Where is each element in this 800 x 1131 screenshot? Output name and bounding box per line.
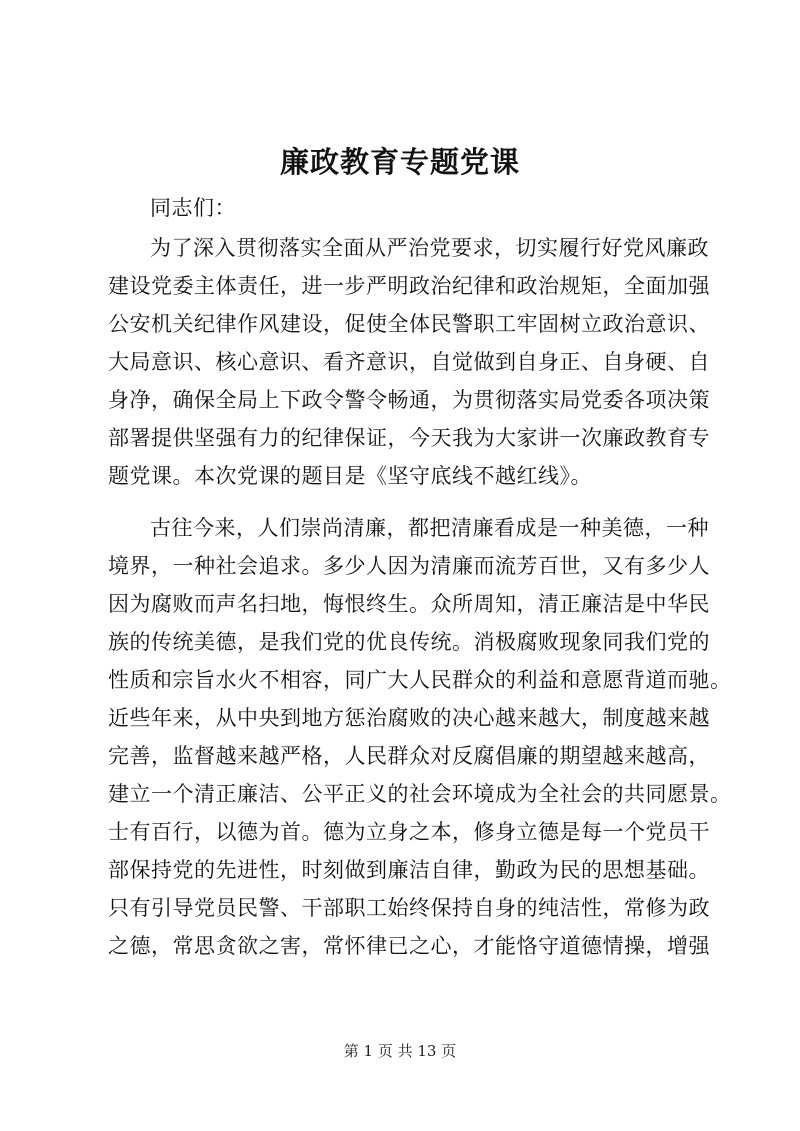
paragraph-line: 题党课。本次党课的题目是《坚守底线不越红线》。	[108, 464, 592, 488]
paragraph-line: 完善，监督越来越严格，人民群众对反腐倡廉的期望越来越高，	[108, 744, 710, 768]
paragraph-line: 身净，确保全局上下政令警令畅通，为贯彻落实局党委各项决策	[108, 388, 710, 412]
paragraph-line: 只有引导党员民警、干部职工始终保持自身的纯洁性，常修为政	[108, 896, 710, 920]
paragraph-line: 族的传统美德，是我们党的优良传统。消极腐败现象同我们党的	[108, 630, 710, 654]
paragraph-line: 之德，常思贪欲之害，常怀律已之心，才能恪守道德情操，增强	[108, 934, 710, 958]
paragraph-line: 建立一个清正廉洁、公平正义的社会环境成为全社会的共同愿景。	[108, 782, 732, 806]
paragraph-line: 部保持党的先进性，时刻做到廉洁自律，勤政为民的思想基础。	[108, 858, 710, 882]
salutation-line: 同志们：	[150, 196, 236, 220]
page-number-footer: 第 1 页 共 13 页	[343, 1042, 457, 1060]
paragraph-line: 因为腐败而声名扫地，悔恨终生。众所周知，清正廉洁是中华民	[108, 592, 710, 616]
paragraph-line: 古往今来，人们崇尚清廉，都把清廉看成是一种美德，一种	[150, 516, 709, 540]
paragraph-line: 建设党委主体责任，进一步严明政治纪律和政治规矩，全面加强	[108, 274, 710, 298]
paragraph-line: 近些年来，从中央到地方惩治腐败的决心越来越大，制度越来越	[108, 706, 710, 730]
paragraph-line: 境界，一种社会追求。多少人因为清廉而流芳百世，又有多少人	[108, 554, 710, 578]
paragraph-line: 为了深入贯彻落实全面从严治党要求，切实履行好党风廉政	[150, 236, 709, 260]
page-title: 廉政教育专题党课	[279, 145, 520, 179]
paragraph-line: 大局意识、核心意识、看齐意识，自觉做到自身正、自身硬、自	[108, 350, 710, 374]
paragraph-line: 士有百行，以德为首。德为立身之本，修身立德是每一个党员干	[108, 820, 710, 844]
paragraph-line: 部署提供坚强有力的纪律保证，今天我为大家讲一次廉政教育专	[108, 426, 710, 450]
paragraph-line: 性质和宗旨水火不相容，同广大人民群众的利益和意愿背道而驰。	[108, 668, 732, 692]
paragraph-line: 公安机关纪律作风建设，促使全体民警职工牢固树立政治意识、	[108, 312, 710, 336]
